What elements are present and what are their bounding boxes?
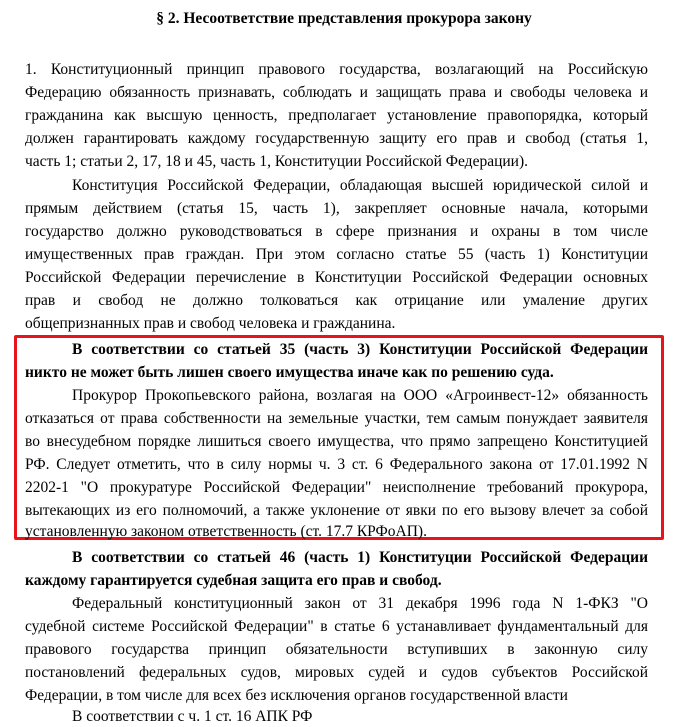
paragraph-line: прав и свобод не должно толковаться как отрицание или умаление других <box>25 292 648 309</box>
paragraph-line: общепризнанных прав и свобод человека и гражданина. <box>25 315 396 332</box>
paragraph-line: установленную законом ответственность (ст. 17.7 КРФоАП). <box>25 523 427 540</box>
bold-statement-line: В соответствии со статьей 46 (часть 1) Конституции Российской Федерации <box>72 549 648 566</box>
bold-statement-line: В соответствии со статьей 35 (часть 3) Конституции Российской Федерации <box>72 341 648 358</box>
paragraph-line: Федерацию обязанность признавать, соблюдать и защищать права и свободы человека и <box>25 84 648 101</box>
paragraph-line: судебной системе Российской Федерации" в статье 6 устанавливает фундаментальный для <box>25 618 648 635</box>
paragraph-line: РФ. Следует отметить, что в силу нормы ч. 3 ст. 6 Федерального закона от 17.01.1992 N <box>25 456 648 473</box>
paragraph-line: должен гарантировать каждому государственную защиту его прав и свобод (статья 1, <box>25 130 648 147</box>
paragraph-line: Российской Федерации перечисление в Конституции Российской Федерации основных <box>25 269 648 286</box>
paragraph-line-cut: В соответствии с ч. 1 ст. 16 АПК РФ <box>72 708 313 725</box>
paragraph-line: прямым действием (статья 15, часть 1), закрепляет основные начала, которыми <box>25 200 648 217</box>
paragraph-line: Федеральный конституционный закон от 31 декабря 1996 года N 1-ФКЗ "О <box>72 595 648 612</box>
section-heading: § 2. Несоответствие представления прокурора закону <box>156 10 532 27</box>
bold-statement-line: каждому гарантируется судебная защита его прав и свобод. <box>25 572 442 589</box>
paragraph-line: 1. Конституционный принцип правового государства, возлагающий на Российскую <box>25 61 648 78</box>
paragraph-line: часть 1; статьи 2, 17, 18 и 45, часть 1, Конституции Российской Федерации). <box>25 153 528 170</box>
paragraph-line: гражданина как высшую ценность, предполагает установление правопорядка, который <box>25 107 648 124</box>
bold-statement-line: никто не может быть лишен своего имущества иначе как по решению суда. <box>25 364 554 381</box>
paragraph-line: во внесудебном порядке лишиться своего имущества, что прямо запрещено Конституцией <box>25 433 648 450</box>
paragraph-line: Конституция Российской Федерации, обладающая высшей юридической силой и <box>72 177 648 194</box>
paragraph-line: Прокурор Прокопьевского района, возлагая на ООО «Агроинвест-12» обязанность <box>72 387 648 404</box>
paragraph-line: вытекающих из его полномочий, а также уклонение от явки по его вызову влечет за собой <box>25 502 648 519</box>
paragraph-line: правового государства принцип обязательности вступивших в законную силу <box>25 641 648 658</box>
paragraph-line: постановлений федеральных судов, мировых судей и судов субъектов Российской <box>25 664 648 681</box>
paragraph-line: отказаться от права собственности на земельные участки, тем самым понуждает заявителя <box>25 410 648 427</box>
paragraph-line: имущественных прав граждан. При этом согласно статье 55 (часть 1) Конституции <box>25 246 648 263</box>
paragraph-line: Федерации, в том числе для всех без исключения органов государственной власти <box>25 687 568 704</box>
paragraph-line: 2202-1 "О прокуратуре Российской Федерации" неисполнение требований прокурора, <box>25 479 648 496</box>
paragraph-line: государство должно руководствоваться в сфере признания и охраны в том числе <box>25 223 648 240</box>
